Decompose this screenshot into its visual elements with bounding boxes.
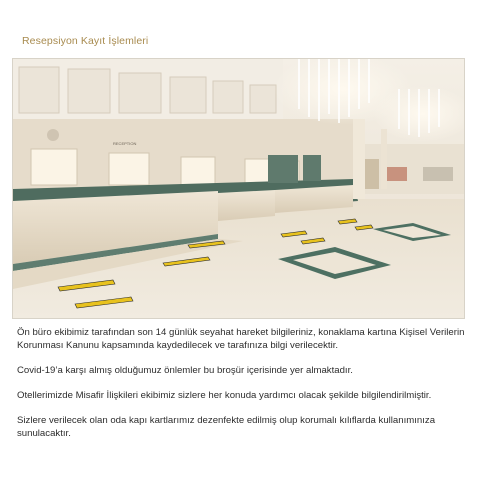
- paragraph-covid-measures: Covid-19’a karşı almış olduğumuz önlemler bu broşür içerisinde yer almaktadır.: [17, 365, 353, 376]
- paragraph-guest-relations: Otellerimizde Misafir İlişkileri ekibimiz sizlere her konuda yardımcı olacak şekilde bilgilendirilmiştir.: [17, 390, 432, 401]
- reception-sign: RECEPTION: [113, 141, 137, 146]
- lobby-photo: [12, 58, 465, 319]
- body-text: [17, 326, 469, 452]
- paragraph-key-cards: Sizlere verilecek olan oda kapı kartlarımız dezenfekte edilmiş olup korumalı kılıflarda kullanımınıza sunulacaktır.: [17, 415, 436, 439]
- paragraph-travel-info: Ön büro ekibimiz tarafından son 14 günlük seyahat hareket bilgileriniz, konaklama kartına Kişisel Verilerin Korunması Kanunu kapsamında kaydedilecek ve tarafınıza bilgi verilecektir.: [17, 327, 465, 351]
- page-title: Resepsiyon Kayıt İşlemleri: [22, 35, 149, 47]
